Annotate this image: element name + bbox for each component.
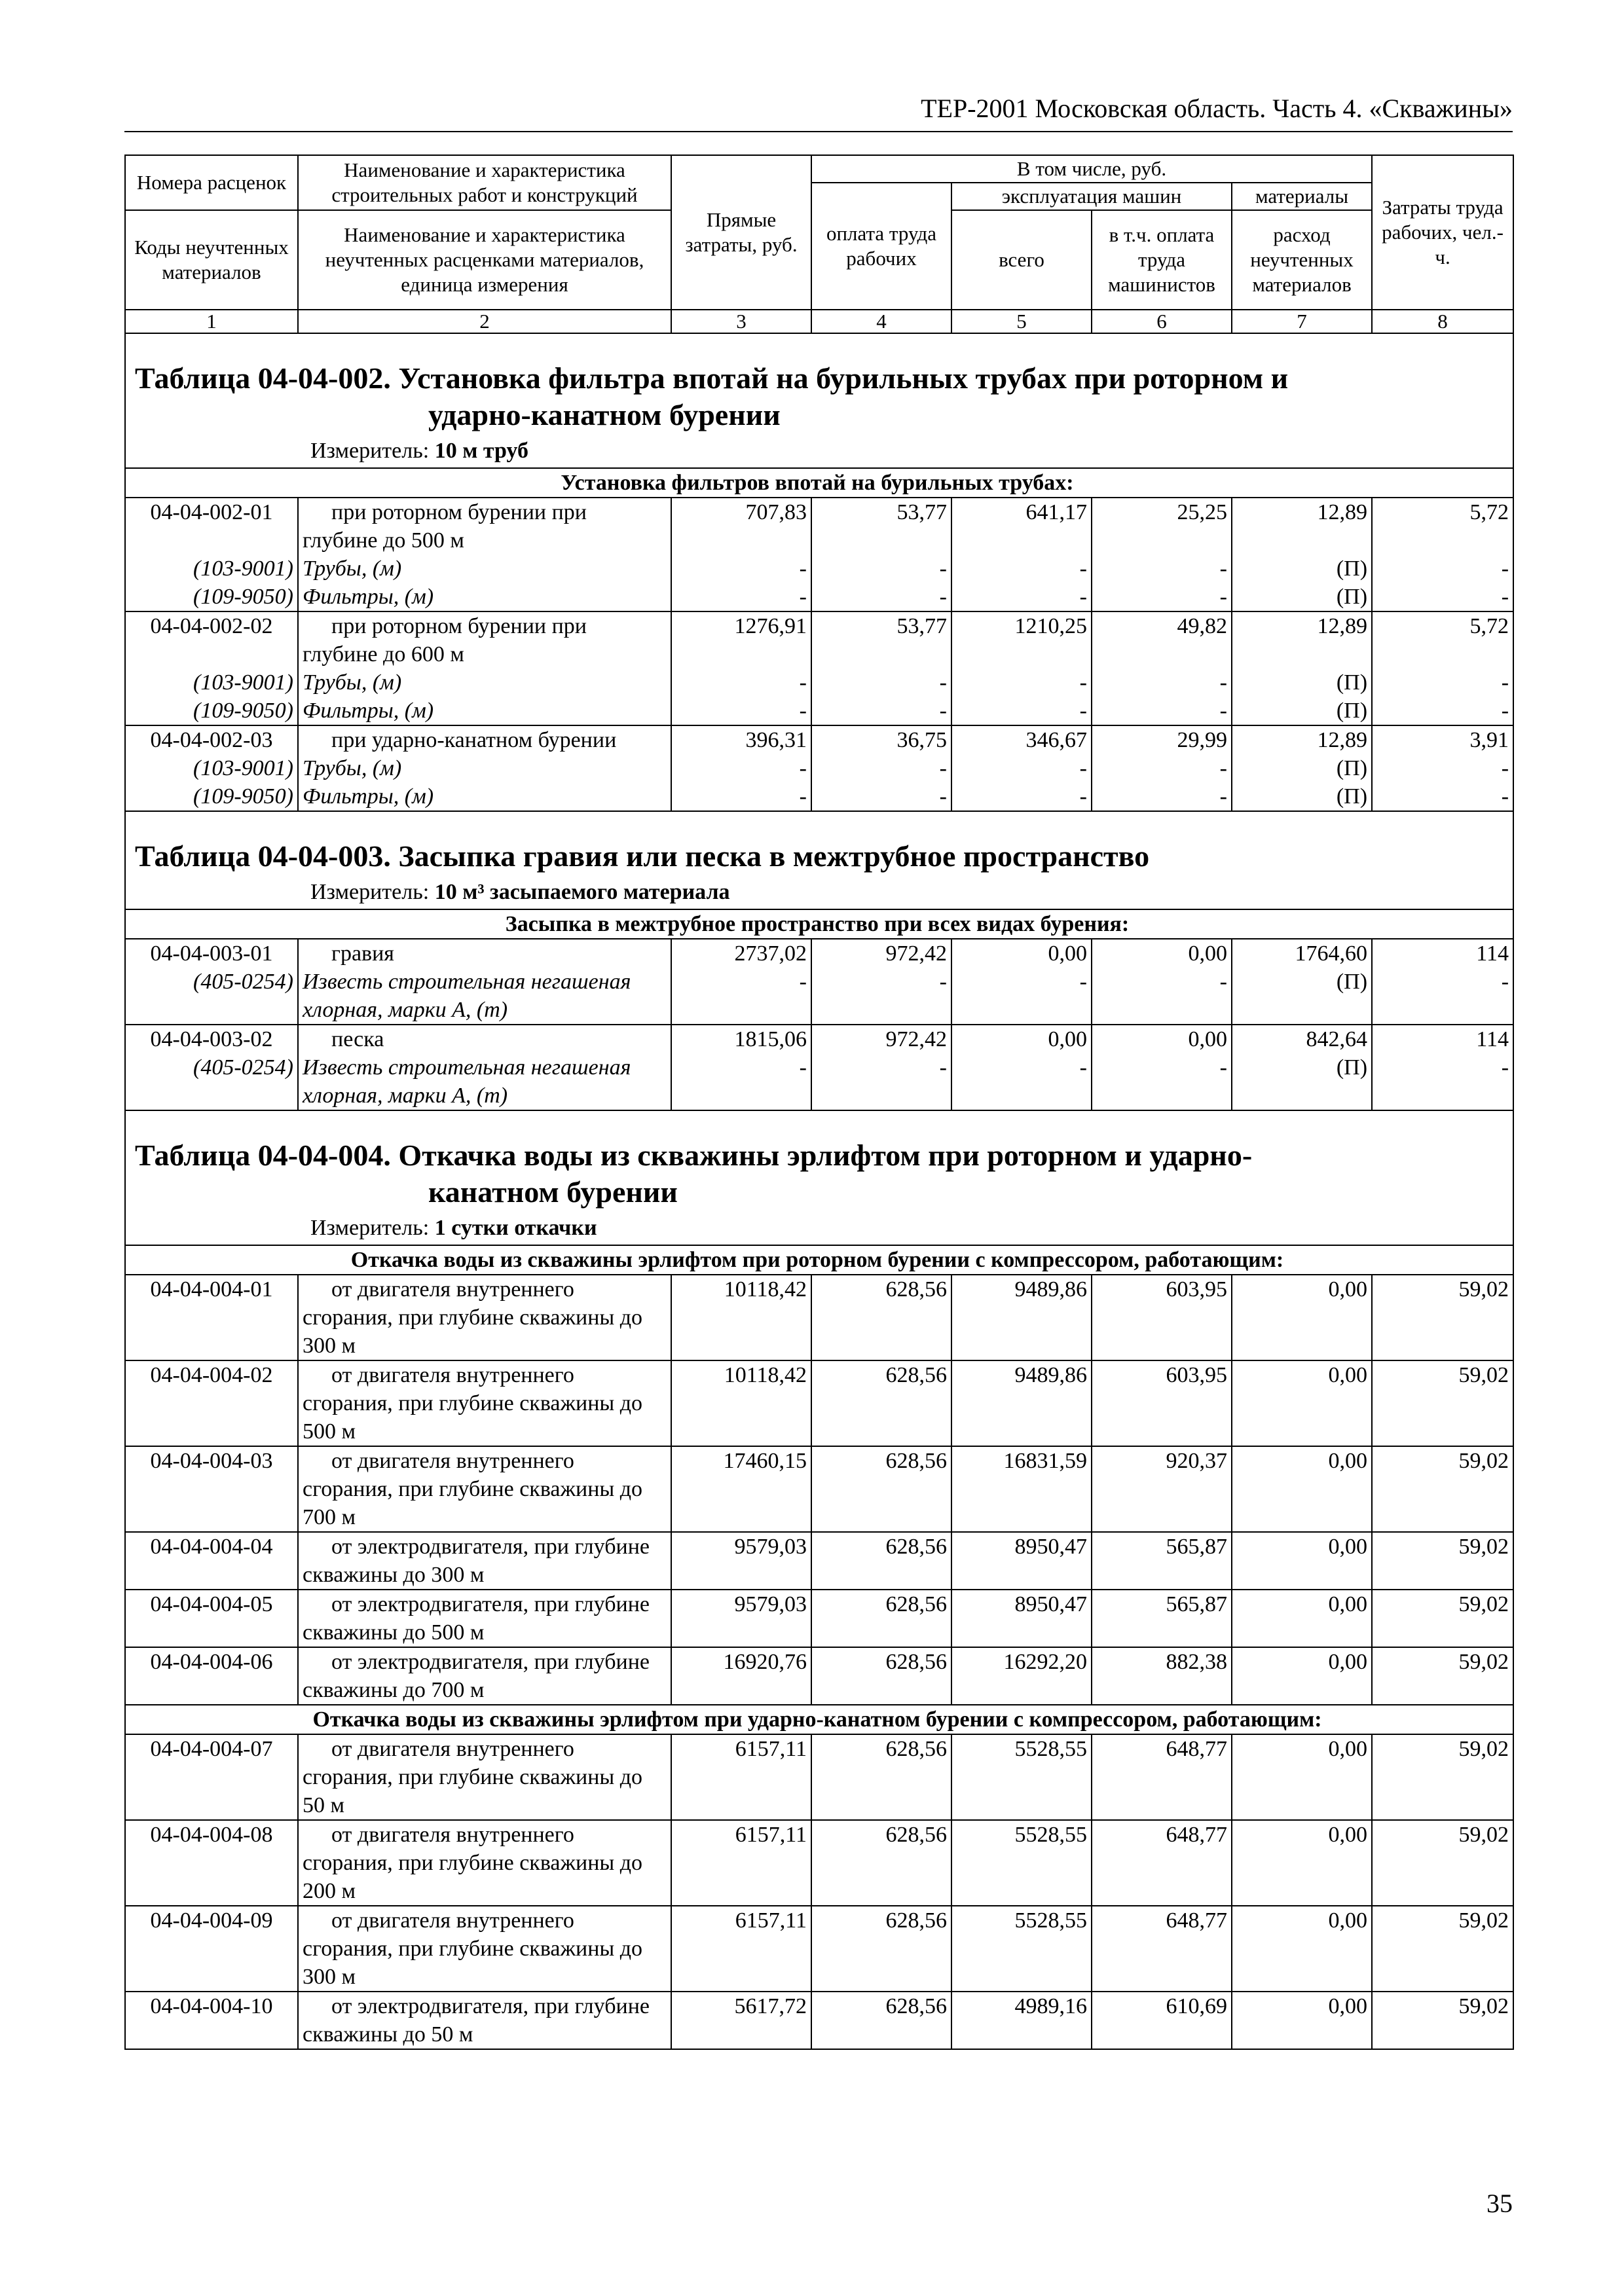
table-title: Таблица 04-04-002. Установка фильтра впотай на бурильных трубах при роторном и — [135, 361, 1289, 395]
material-value-c3: - — [671, 1053, 811, 1110]
rate-value-c4: 628,56 — [811, 1647, 951, 1705]
rate-value-c7: 0,00 — [1232, 1275, 1372, 1360]
material-name: Трубы, (м) — [298, 668, 671, 697]
rate-value-c8: 59,02 — [1372, 1360, 1513, 1446]
rate-value-c6: 648,77 — [1092, 1906, 1232, 1992]
rate-value-c3: 1815,06 — [671, 1025, 811, 1053]
rate-value-c4: 628,56 — [811, 1820, 951, 1906]
col-number: 5 — [951, 310, 1092, 333]
rate-name: от двигателя внутреннего сгорания, при глубине скважины до 500 м — [298, 1360, 671, 1446]
rate-row — [125, 1647, 1513, 1705]
col-number: 7 — [1232, 310, 1372, 333]
col-header-machine-operation: эксплуатация машин — [951, 183, 1232, 210]
material-value-c6: - — [1092, 754, 1232, 782]
rate-code: 04-04-004-09 — [125, 1906, 298, 1992]
rate-row — [125, 1906, 1513, 1992]
rate-name: от двигателя внутреннего сгорания, при глубине скважины до 200 м — [298, 1820, 671, 1906]
material-value-c7: (П) — [1232, 583, 1372, 611]
measure-label: Измеритель: — [310, 1216, 435, 1240]
rate-value-c8: 59,02 — [1372, 1820, 1513, 1906]
rate-value-c3: 396,31 — [671, 725, 811, 754]
rate-value-c8: 114 — [1372, 939, 1513, 968]
rate-value-c4: 628,56 — [811, 1992, 951, 2049]
table-title-cell — [125, 811, 1513, 909]
rate-row — [125, 939, 1513, 968]
measure-label: Измеритель: — [310, 439, 435, 463]
material-value-c4: - — [811, 754, 951, 782]
rate-code: 04-04-002-02 — [125, 611, 298, 668]
material-name: Фильтры, (м) — [298, 782, 671, 811]
rate-row — [125, 1734, 1513, 1820]
material-value-c4: - — [811, 583, 951, 611]
rate-value-c6: 648,77 — [1092, 1734, 1232, 1820]
rate-name: гравия — [298, 939, 671, 968]
rate-name: при ударно-канатном бурении — [298, 725, 671, 754]
material-value-c4: - — [811, 1053, 951, 1110]
rate-row — [125, 611, 1513, 668]
material-code: (109-9050) — [125, 782, 298, 811]
section-row — [125, 1245, 1513, 1275]
table-title-row — [125, 811, 1513, 909]
rate-value-c8: 5,72 — [1372, 498, 1513, 555]
rate-value-c8: 59,02 — [1372, 1734, 1513, 1820]
section-row — [125, 468, 1513, 498]
material-value-c4: - — [811, 555, 951, 583]
rate-value-c7: 0,00 — [1232, 1360, 1372, 1446]
col-header-unaccounted-materials: расход неучтенных материалов — [1232, 210, 1372, 310]
rate-value-c6: 565,87 — [1092, 1590, 1232, 1647]
measure-value: 10 м³ засыпаемого материала — [434, 880, 730, 904]
rate-name: при роторном бурении при глубине до 600 м — [298, 611, 671, 668]
rate-value-c3: 9579,03 — [671, 1532, 811, 1590]
material-value-c3: - — [671, 583, 811, 611]
rate-name: от электродвигателя, при глубине скважины до 500 м — [298, 1590, 671, 1647]
material-value-c4: - — [811, 968, 951, 1025]
material-row — [125, 555, 1513, 583]
material-code: (103-9001) — [125, 668, 298, 697]
material-value-c7: (П) — [1232, 697, 1372, 725]
material-value-c5: - — [951, 668, 1092, 697]
material-code: (103-9001) — [125, 754, 298, 782]
rate-value-c7: 0,00 — [1232, 1590, 1372, 1647]
section-heading: Откачка воды из скважины эрлифтом при роторном бурении с компрессором, работающим: — [125, 1245, 1513, 1275]
rate-value-c4: 53,77 — [811, 611, 951, 668]
material-code: (103-9001) — [125, 555, 298, 583]
rate-value-c3: 9579,03 — [671, 1590, 811, 1647]
rate-row — [125, 1360, 1513, 1446]
material-value-c4: - — [811, 668, 951, 697]
rate-value-c5: 9489,86 — [951, 1360, 1092, 1446]
rate-name: от двигателя внутреннего сгорания, при глубине скважины до 300 м — [298, 1906, 671, 1992]
rate-value-c8: 59,02 — [1372, 1590, 1513, 1647]
table-title: Таблица 04-04-003. Засыпка гравия или песка в межтрубное пространство — [135, 839, 1150, 873]
material-name: Трубы, (м) — [298, 555, 671, 583]
rate-row — [125, 498, 1513, 555]
rate-name: от двигателя внутреннего сгорания, при глубине скважины до 50 м — [298, 1734, 671, 1820]
rate-value-c5: 16831,59 — [951, 1446, 1092, 1532]
rate-value-c7: 12,89 — [1232, 611, 1372, 668]
col-number: 1 — [125, 310, 298, 333]
material-code: (109-9050) — [125, 583, 298, 611]
rate-code: 04-04-004-06 — [125, 1647, 298, 1705]
rate-value-c5: 5528,55 — [951, 1734, 1092, 1820]
material-value-c5: - — [951, 1053, 1092, 1110]
material-value-c8: - — [1372, 668, 1513, 697]
rate-value-c6: 0,00 — [1092, 1025, 1232, 1053]
rate-value-c6: 882,38 — [1092, 1647, 1232, 1705]
rate-row — [125, 1275, 1513, 1360]
table-title-cell — [125, 1110, 1513, 1245]
col-number: 2 — [298, 310, 671, 333]
rate-code: 04-04-004-08 — [125, 1820, 298, 1906]
rate-name: от двигателя внутреннего сгорания, при глубине скважины до 700 м — [298, 1446, 671, 1532]
material-value-c3: - — [671, 697, 811, 725]
rate-value-c4: 972,42 — [811, 1025, 951, 1053]
rate-value-c7: 842,64 — [1232, 1025, 1372, 1053]
rate-value-c7: 0,00 — [1232, 1906, 1372, 1992]
col-header-including: В том числе, руб. — [811, 155, 1372, 183]
material-name: Фильтры, (м) — [298, 697, 671, 725]
header-rule — [124, 131, 1513, 132]
rate-value-c3: 2737,02 — [671, 939, 811, 968]
section-heading: Установка фильтров впотай на бурильных трубах: — [125, 468, 1513, 498]
rate-value-c8: 59,02 — [1372, 1532, 1513, 1590]
rate-row — [125, 1025, 1513, 1053]
rate-value-c7: 0,00 — [1232, 1992, 1372, 2049]
measure-value: 1 сутки откачки — [434, 1216, 597, 1240]
rate-value-c7: 0,00 — [1232, 1647, 1372, 1705]
material-value-c8: - — [1372, 782, 1513, 811]
rate-value-c3: 6157,11 — [671, 1820, 811, 1906]
rate-row — [125, 1590, 1513, 1647]
rate-value-c5: 346,67 — [951, 725, 1092, 754]
col-header-rate-numbers: Номера расценок — [125, 155, 298, 210]
material-row — [125, 782, 1513, 811]
rate-value-c6: 49,82 — [1092, 611, 1232, 668]
rate-value-c5: 8950,47 — [951, 1532, 1092, 1590]
rate-value-c8: 5,72 — [1372, 611, 1513, 668]
material-row — [125, 668, 1513, 697]
rate-value-c5: 5528,55 — [951, 1906, 1092, 1992]
rate-name: от электродвигателя, при глубине скважины до 50 м — [298, 1992, 671, 2049]
rate-value-c5: 16292,20 — [951, 1647, 1092, 1705]
material-value-c8: - — [1372, 697, 1513, 725]
rate-name: при роторном бурении при глубине до 500 м — [298, 498, 671, 555]
material-value-c8: - — [1372, 968, 1513, 1025]
material-name: Известь строительная негашеная хлорная, марки А, (т) — [298, 968, 671, 1025]
rate-value-c6: 603,95 — [1092, 1360, 1232, 1446]
rate-name: от двигателя внутреннего сгорания, при глубине скважины до 300 м — [298, 1275, 671, 1360]
material-value-c7: (П) — [1232, 555, 1372, 583]
rate-value-c4: 628,56 — [811, 1446, 951, 1532]
material-name: Трубы, (м) — [298, 754, 671, 782]
rate-value-c8: 59,02 — [1372, 1906, 1513, 1992]
section-row — [125, 1705, 1513, 1734]
column-number-row — [125, 310, 1513, 333]
rate-value-c7: 12,89 — [1232, 498, 1372, 555]
rate-value-c4: 36,75 — [811, 725, 951, 754]
rate-value-c8: 59,02 — [1372, 1275, 1513, 1360]
rate-value-c7: 0,00 — [1232, 1446, 1372, 1532]
table-title-cell — [125, 333, 1513, 468]
rate-code: 04-04-002-03 — [125, 725, 298, 754]
rate-code: 04-04-004-03 — [125, 1446, 298, 1532]
rate-value-c5: 0,00 — [951, 1025, 1092, 1053]
rate-value-c5: 1210,25 — [951, 611, 1092, 668]
material-row — [125, 754, 1513, 782]
material-row — [125, 968, 1513, 1025]
rate-value-c4: 972,42 — [811, 939, 951, 968]
material-value-c7: (П) — [1232, 782, 1372, 811]
rate-value-c4: 628,56 — [811, 1360, 951, 1446]
rate-value-c7: 1764,60 — [1232, 939, 1372, 968]
rate-value-c4: 53,77 — [811, 498, 951, 555]
measure-label: Измеритель: — [310, 880, 435, 904]
table-measure — [126, 875, 1513, 909]
rate-value-c6: 0,00 — [1092, 939, 1232, 968]
rate-value-c3: 10118,42 — [671, 1360, 811, 1446]
rate-code: 04-04-002-01 — [125, 498, 298, 555]
rate-value-c5: 5528,55 — [951, 1820, 1092, 1906]
page-number: 35 — [1486, 2189, 1513, 2218]
col-header-material-name: Наименование и характеристика неучтенных расценками материалов, единица измерения — [298, 210, 671, 310]
rate-value-c3: 16920,76 — [671, 1647, 811, 1705]
material-row — [125, 1053, 1513, 1110]
rate-code: 04-04-004-02 — [125, 1360, 298, 1446]
col-number: 8 — [1372, 310, 1513, 333]
material-code: (405-0254) — [125, 968, 298, 1025]
rate-value-c7: 12,89 — [1232, 725, 1372, 754]
material-value-c4: - — [811, 782, 951, 811]
material-value-c6: - — [1092, 555, 1232, 583]
rate-value-c3: 10118,42 — [671, 1275, 811, 1360]
rate-value-c3: 6157,11 — [671, 1734, 811, 1820]
material-value-c6: - — [1092, 583, 1232, 611]
rate-code: 04-04-004-05 — [125, 1590, 298, 1647]
table-title-row — [125, 333, 1513, 468]
rate-value-c6: 25,25 — [1092, 498, 1232, 555]
rate-value-c6: 610,69 — [1092, 1992, 1232, 2049]
rate-value-c8: 59,02 — [1372, 1992, 1513, 2049]
rate-value-c4: 628,56 — [811, 1275, 951, 1360]
rate-value-c5: 9489,86 — [951, 1275, 1092, 1360]
rate-value-c7: 0,00 — [1232, 1532, 1372, 1590]
material-value-c6: - — [1092, 697, 1232, 725]
material-value-c5: - — [951, 754, 1092, 782]
rate-row — [125, 1532, 1513, 1590]
rate-name: от электродвигателя, при глубине скважины до 300 м — [298, 1532, 671, 1590]
material-value-c5: - — [951, 555, 1092, 583]
material-value-c7: (П) — [1232, 1053, 1372, 1110]
material-value-c8: - — [1372, 583, 1513, 611]
rate-value-c3: 707,83 — [671, 498, 811, 555]
material-code: (109-9050) — [125, 697, 298, 725]
page-header: ТЕР-2001 Московская область. Часть 4. «Скважины» — [921, 94, 1513, 123]
measure-value: 10 м труб — [434, 439, 528, 463]
table-title: Таблица 04-04-004. Откачка воды из скважины эрлифтом при роторном и ударно- — [135, 1139, 1253, 1172]
rate-value-c8: 59,02 — [1372, 1647, 1513, 1705]
rate-value-c6: 565,87 — [1092, 1532, 1232, 1590]
material-value-c8: - — [1372, 1053, 1513, 1110]
rate-value-c3: 17460,15 — [671, 1446, 811, 1532]
material-name: Фильтры, (м) — [298, 583, 671, 611]
material-value-c3: - — [671, 968, 811, 1025]
rate-code: 04-04-004-04 — [125, 1532, 298, 1590]
section-heading: Откачка воды из скважины эрлифтом при ударно-канатном бурении с компрессором, работающим: — [125, 1705, 1513, 1734]
rate-value-c5: 641,17 — [951, 498, 1092, 555]
rate-value-c3: 5617,72 — [671, 1992, 811, 2049]
material-value-c6: - — [1092, 782, 1232, 811]
rate-code: 04-04-004-01 — [125, 1275, 298, 1360]
col-header-direct-costs: Прямые затраты, руб. — [671, 155, 811, 310]
col-header-materials: материалы — [1232, 183, 1372, 210]
material-value-c6: - — [1092, 968, 1232, 1025]
rate-row — [125, 725, 1513, 754]
table-title-row — [125, 1110, 1513, 1245]
table-measure — [126, 433, 1513, 467]
material-value-c5: - — [951, 583, 1092, 611]
rate-value-c8: 114 — [1372, 1025, 1513, 1053]
rate-name: песка — [298, 1025, 671, 1053]
section-row — [125, 909, 1513, 939]
rate-value-c4: 628,56 — [811, 1734, 951, 1820]
material-row — [125, 583, 1513, 611]
col-header-operator-pay: в т.ч. оплата труда машинистов — [1092, 210, 1232, 310]
rate-row — [125, 1992, 1513, 2049]
rate-name: от электродвигателя, при глубине скважины до 700 м — [298, 1647, 671, 1705]
material-value-c6: - — [1092, 668, 1232, 697]
rate-code: 04-04-004-10 — [125, 1992, 298, 2049]
material-value-c3: - — [671, 555, 811, 583]
rate-value-c4: 628,56 — [811, 1906, 951, 1992]
section-heading: Засыпка в межтрубное пространство при всех видах бурения: — [125, 909, 1513, 939]
material-value-c5: - — [951, 697, 1092, 725]
col-header-labor-costs: Затраты труда рабочих, чел.-ч. — [1372, 155, 1513, 310]
material-value-c5: - — [951, 782, 1092, 811]
material-value-c3: - — [671, 754, 811, 782]
rate-value-c4: 628,56 — [811, 1590, 951, 1647]
table-title-continued: канатном бурении — [428, 1175, 678, 1209]
material-value-c7: (П) — [1232, 754, 1372, 782]
rate-value-c8: 3,91 — [1372, 725, 1513, 754]
rate-value-c8: 59,02 — [1372, 1446, 1513, 1532]
col-number: 3 — [671, 310, 811, 333]
rate-value-c7: 0,00 — [1232, 1820, 1372, 1906]
rate-code: 04-04-004-07 — [125, 1734, 298, 1820]
table-title-continued: ударно-канатном бурении — [428, 398, 781, 431]
col-number: 4 — [811, 310, 951, 333]
rates-table — [124, 155, 1514, 2050]
rate-value-c6: 29,99 — [1092, 725, 1232, 754]
col-number: 6 — [1092, 310, 1232, 333]
material-value-c5: - — [951, 968, 1092, 1025]
rate-value-c4: 628,56 — [811, 1532, 951, 1590]
material-code: (405-0254) — [125, 1053, 298, 1110]
rate-value-c3: 6157,11 — [671, 1906, 811, 1992]
rate-value-c5: 4989,16 — [951, 1992, 1092, 2049]
rate-row — [125, 1820, 1513, 1906]
material-value-c7: (П) — [1232, 968, 1372, 1025]
rate-code: 04-04-003-02 — [125, 1025, 298, 1053]
material-row — [125, 697, 1513, 725]
material-name: Известь строительная негашеная хлорная, марки А, (т) — [298, 1053, 671, 1110]
material-value-c8: - — [1372, 555, 1513, 583]
rate-value-c7: 0,00 — [1232, 1734, 1372, 1820]
material-value-c4: - — [811, 697, 951, 725]
material-value-c3: - — [671, 668, 811, 697]
rate-value-c5: 0,00 — [951, 939, 1092, 968]
col-header-machine-total: всего — [951, 210, 1092, 310]
rate-value-c3: 1276,91 — [671, 611, 811, 668]
material-value-c6: - — [1092, 1053, 1232, 1110]
rate-row — [125, 1446, 1513, 1532]
rate-value-c6: 648,77 — [1092, 1820, 1232, 1906]
column-header — [125, 155, 1513, 333]
rates-document — [124, 155, 1513, 2050]
material-value-c8: - — [1372, 754, 1513, 782]
table-measure — [126, 1211, 1513, 1245]
col-header-worker-pay: оплата труда рабочих — [811, 183, 951, 310]
col-header-work-name: Наименование и характеристика строительных работ и конструкций — [298, 155, 671, 210]
rate-code: 04-04-003-01 — [125, 939, 298, 968]
col-header-material-codes: Коды неучтенных материалов — [125, 210, 298, 310]
material-value-c7: (П) — [1232, 668, 1372, 697]
material-value-c3: - — [671, 782, 811, 811]
rate-value-c5: 8950,47 — [951, 1590, 1092, 1647]
rate-value-c6: 920,37 — [1092, 1446, 1232, 1532]
rate-value-c6: 603,95 — [1092, 1275, 1232, 1360]
